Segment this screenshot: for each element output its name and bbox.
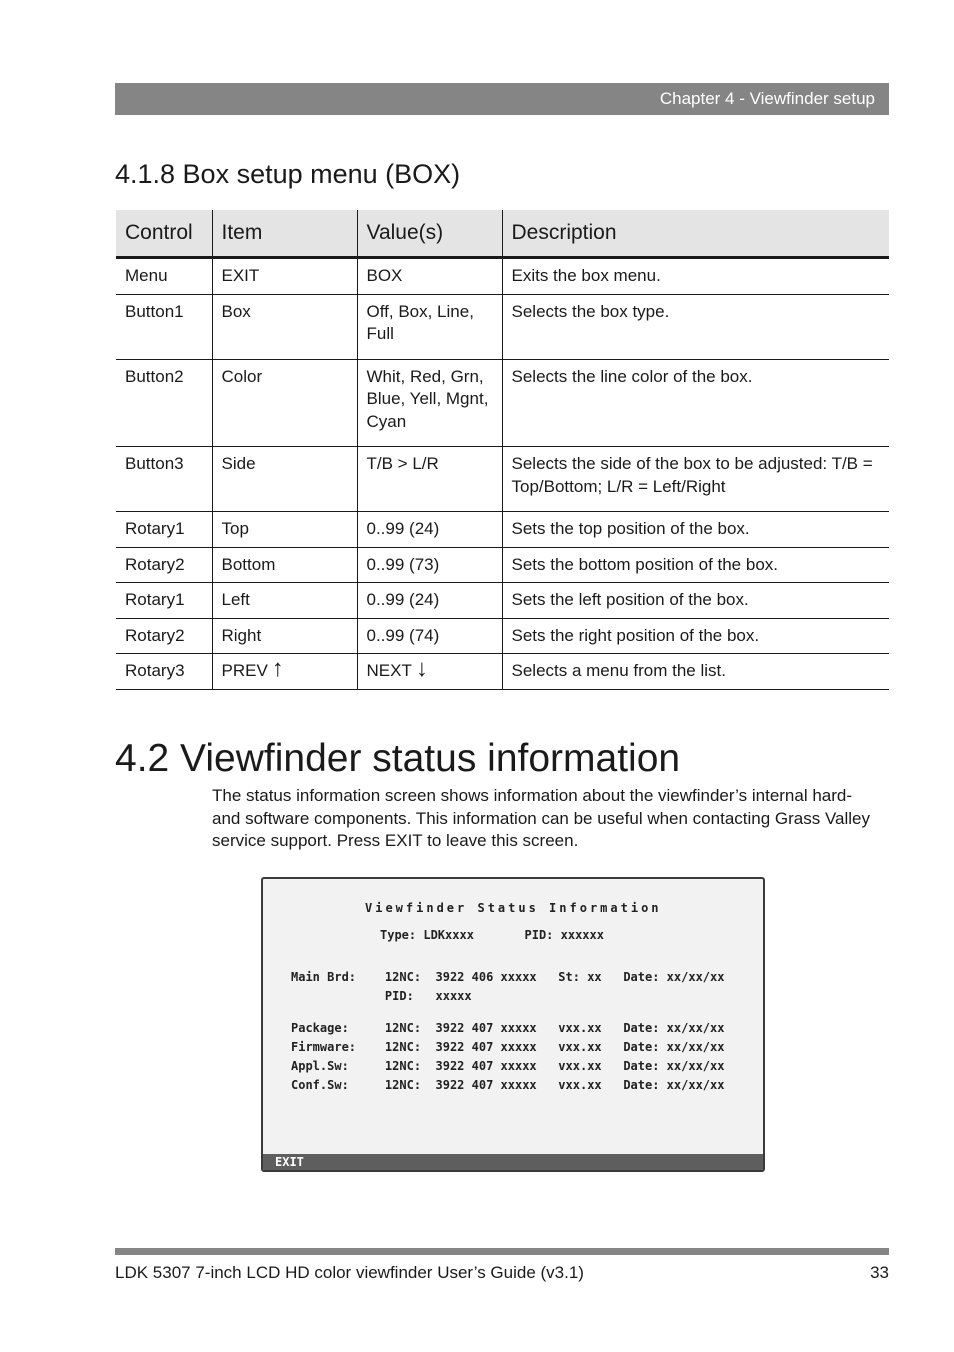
description-cell: Exits the box menu. <box>502 258 889 295</box>
value-text: , Red, Grn, Blue, Yell, Mgnt, Cyan <box>366 366 489 431</box>
default-value: (73) <box>409 554 440 574</box>
value-cell <box>357 547 502 583</box>
item-cell: Color <box>212 359 357 447</box>
value-text: 0..99 <box>366 554 410 574</box>
status-screen-title: Viewfinder Status Information <box>365 901 662 915</box>
default-value: (24) <box>409 519 440 538</box>
status-line: Package: 12NC: 3922 407 xxxxx vxx.xx Date: xx/xx/xx <box>291 1021 725 1035</box>
item-cell: Box <box>212 294 357 359</box>
description-cell: Selects the side of the box to be adjusted: T/B = Top/Bottom; L/R = Left/Right <box>502 447 889 512</box>
table-row <box>116 583 889 619</box>
box-setup-table <box>116 210 889 690</box>
table-row <box>116 618 889 654</box>
value-cell <box>357 447 502 512</box>
value-text: , Box, Line, Full <box>366 301 474 343</box>
value-text: NEXT <box>366 661 412 680</box>
table-row <box>116 512 889 548</box>
table-row <box>116 359 889 447</box>
chapter-header <box>115 83 889 115</box>
status-line: Main Brd: 12NC: 3922 406 xxxxx St: xx Date: xx/xx/xx <box>291 970 725 984</box>
default-value: (24) <box>409 590 440 609</box>
value-cell <box>357 654 502 690</box>
item-cell <box>212 654 357 690</box>
intro-paragraph: The status information screen shows information about the viewfinder’s internal hard- and software components. This information can be useful when contacting Grass Valley service support. Press EXIT to leave this screen. <box>212 786 871 850</box>
chapter-title: Chapter 4 - Viewfinder setup <box>659 89 875 108</box>
arrow-down-icon: ↓ <box>415 655 428 682</box>
guide-title: LDK 5307 7-inch LCD HD color viewfinder User’s Guide (v3.1) <box>115 1263 584 1282</box>
description-cell: Selects the line color of the box. <box>502 359 889 447</box>
table-header-row <box>116 210 889 258</box>
status-line: Appl.Sw: 12NC: 3922 407 xxxxx vxx.xx Date: xx/xx/xx <box>291 1059 725 1073</box>
description-cell: Sets the top position of the box. <box>502 512 889 548</box>
value-cell <box>357 258 502 295</box>
status-line: Firmware: 12NC: 3922 407 xxxxx vxx.xx Date: xx/xx/xx <box>291 1040 725 1054</box>
page-number: 33 <box>870 1263 889 1282</box>
default-value: Whit <box>366 366 401 386</box>
item-cell: Top <box>212 512 357 548</box>
default-value: T/B <box>366 454 393 473</box>
column-header: Description <box>502 210 889 258</box>
value-text: 0..99 <box>366 625 410 645</box>
status-line: Conf.Sw: 12NC: 3922 407 xxxxx vxx.xx Date: xx/xx/xx <box>291 1078 725 1092</box>
table-row <box>116 294 889 359</box>
table-row <box>116 547 889 583</box>
default-value: (74) <box>409 625 440 645</box>
value-cell <box>357 359 502 447</box>
arrow-up-icon: ↑ <box>271 655 284 682</box>
control-cell: Rotary1 <box>116 583 212 619</box>
value-cell <box>357 294 502 359</box>
column-header: Value(s) <box>357 210 502 258</box>
item-text: PREV <box>221 661 268 680</box>
table-row <box>116 654 889 690</box>
description-cell: Sets the left position of the box. <box>502 583 889 619</box>
value-cell <box>357 512 502 548</box>
value-text: 0..99 <box>366 519 410 538</box>
item-cell: Left <box>212 583 357 619</box>
control-cell: Menu <box>116 258 212 295</box>
value-text: > L/R <box>392 454 439 473</box>
status-line: PID: xxxxx <box>291 989 472 1003</box>
column-header: Item <box>212 210 357 258</box>
description-cell: Sets the bottom position of the box. <box>502 547 889 583</box>
exit-label: EXIT <box>275 1155 304 1169</box>
control-cell: Button2 <box>116 359 212 447</box>
section-title-box-setup: 4.1.8 Box setup menu (BOX) <box>115 159 461 189</box>
control-cell: Rotary2 <box>116 547 212 583</box>
column-header: Control <box>116 210 212 258</box>
description-cell: Selects the box type. <box>502 294 889 359</box>
footer-rule <box>115 1248 889 1255</box>
value-text: BOX <box>366 266 403 285</box>
item-cell: Bottom <box>212 547 357 583</box>
value-cell <box>357 583 502 619</box>
type-pid-line: Type: LDKxxxx PID: xxxxxx <box>380 928 604 942</box>
description-cell: Selects a menu from the list. <box>502 654 889 690</box>
item-cell: EXIT <box>212 258 357 295</box>
exit-bar[interactable] <box>263 1154 763 1170</box>
default-value: Off <box>366 301 389 321</box>
table-row <box>116 258 889 295</box>
item-cell: Right <box>212 618 357 654</box>
control-cell: Rotary2 <box>116 618 212 654</box>
control-cell: Button3 <box>116 447 212 512</box>
value-cell <box>357 618 502 654</box>
value-text: 0..99 <box>366 590 410 609</box>
item-cell: Side <box>212 447 357 512</box>
description-cell: Sets the right position of the box. <box>502 618 889 654</box>
table-row <box>116 447 889 512</box>
section-title-status: 4.2 Viewfinder status information <box>115 737 681 780</box>
control-cell: Rotary3 <box>116 654 212 690</box>
status-screen <box>261 877 765 1172</box>
control-cell: Rotary1 <box>116 512 212 548</box>
control-cell: Button1 <box>116 294 212 359</box>
